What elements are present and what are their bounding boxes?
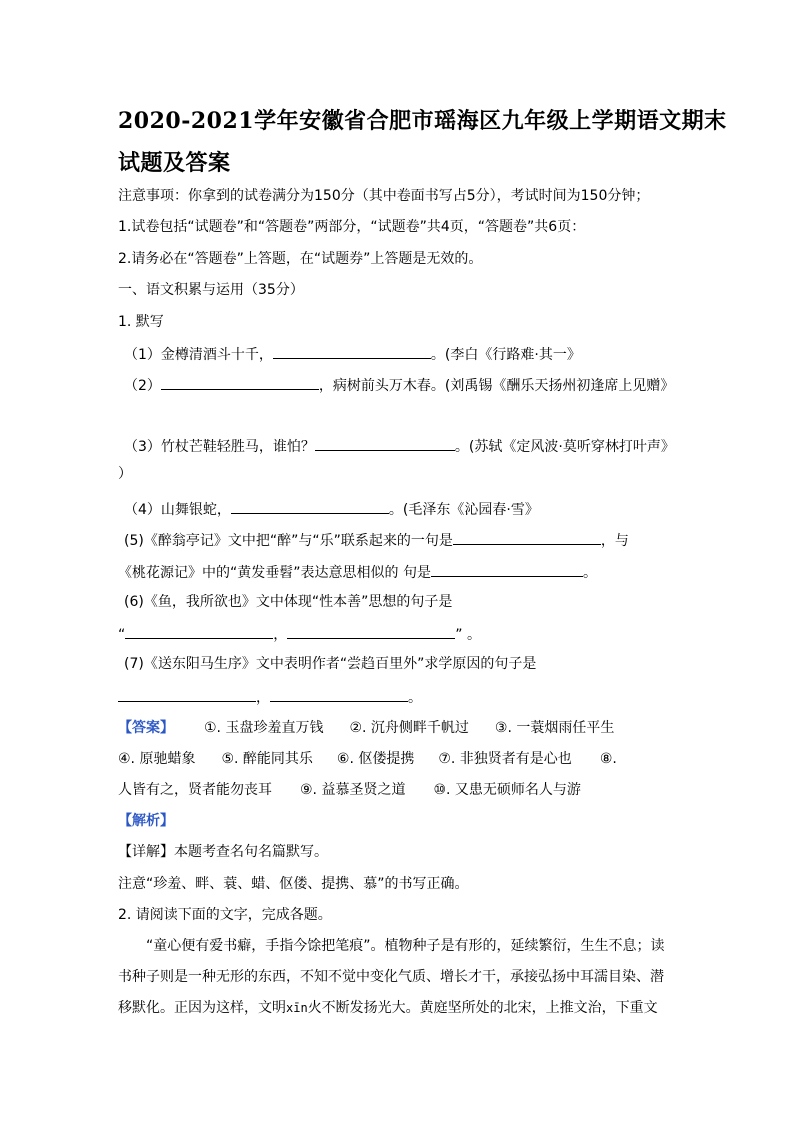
analysis-tag [118, 812, 174, 830]
dictation-line-2 [124, 375, 674, 395]
dictation-comma: ， [256, 690, 270, 706]
answer-item: ⑨. 益慕圣贤之道 [300, 782, 406, 798]
dictation-line-10 [118, 687, 422, 707]
dictation-line-9: (7)《送东阳马生序》文中表明作者“尝趋百里外”求学原因的句子是 [124, 656, 537, 672]
passage-line [118, 999, 658, 1017]
passage-text: 火不断发扬光大。黄庭坚所处的北宋，上推文治，下重文 [307, 1000, 658, 1016]
dictation-prompt: （3）竹杖芒鞋轻胜马，谁怕？ [124, 439, 315, 455]
dictation-comma: ， [273, 627, 288, 643]
dictation-line-7: (6)《鱼，我所欲也》文中体现“性本善”思想的句子是 [124, 594, 453, 610]
quote-close: ” 。 [455, 627, 481, 643]
answer-item: ②. 沉舟侧畔千帆过 [349, 720, 469, 736]
answer-item: ⑥. 伛偻提携 [336, 751, 415, 767]
dictation-line-4 [124, 499, 539, 519]
answer-tag: 【答案】 [118, 720, 174, 736]
answer-item: ⑤. 醉能同其乐 [221, 751, 313, 767]
answer-row-3 [118, 781, 581, 799]
dictation-source: ，病树前头万木春。(刘禹锡《酬乐天扬州初逢席上见赠》 [318, 378, 675, 394]
answer-item: ④. 原驰蜡象 [118, 751, 196, 767]
notice-line: 注意事项：你拿到的试卷满分为150分（其中卷面书写占5分），考试时间为150分钟； [118, 188, 650, 204]
dictation-line-3 [124, 436, 675, 456]
dictation-prompt: （1）金樽清酒斗十千， [124, 347, 273, 363]
dictation-line-6 [118, 562, 597, 582]
dictation-source: 。(苏轼《定风波·莫听穿林打叶声》 [454, 439, 675, 455]
dictation-prompt: 《桃花源记》中的“黄发垂髫”表达意思相似的 句是 [118, 565, 431, 581]
answer-item: ①. 玉盘珍羞直万钱 [204, 720, 324, 736]
answer-blank[interactable] [287, 624, 455, 639]
dictation-source: 。(李白《行路难·其一》 [430, 347, 581, 363]
dictation-prompt: （4）山舞银蛇， [124, 502, 231, 518]
question-title: 1. 默写 [118, 314, 164, 330]
dictation-source: 。(毛泽东《沁园春·雪》 [388, 502, 539, 518]
section-heading: 一、语文积累与运用（35分） [118, 282, 304, 298]
answer-row-1 [118, 719, 614, 737]
notice-line: 1.试卷包括“试题卷”和“答题卷”两部分，“试题卷”共4页，“答题卷”共6页： [118, 219, 586, 235]
dictation-end: 。 [408, 690, 422, 706]
dictation-line-8 [118, 624, 481, 644]
passage-line: “童心便有爱书癖，手指今馀把笔痕”。植物种子是有形的，延续繁衍，生生不息；读 [146, 938, 665, 954]
answer-blank[interactable] [125, 624, 273, 639]
dictation-line-5 [124, 530, 629, 550]
dictation-prompt: (5)《醉翁亭记》文中把“醉”与“乐”联系起来的一句是 [124, 533, 453, 549]
pinyin-annotation: xīn [286, 1001, 308, 1015]
answer-item: ③. 一蓑烟雨任平生 [494, 720, 615, 736]
answer-blank[interactable] [161, 375, 319, 390]
quote-open: “ [118, 627, 126, 643]
answer-blank[interactable] [118, 687, 256, 702]
answer-blank[interactable] [431, 562, 583, 577]
passage-text: 移默化。正因为这样，文明 [118, 1000, 286, 1016]
answer-item: ⑦. 非独贤者有是心也 [438, 751, 572, 767]
answer-blank[interactable] [315, 436, 455, 451]
notice-line: 2.请务必在“答题卷”上答题，在“试题券”上答题是无效的。 [118, 251, 483, 267]
dictation-connector: ，与 [600, 533, 629, 549]
spelling-note: 注意“珍羞、畔、蓑、蜡、伛偻、提携、慕”的书写正确。 [118, 876, 469, 892]
dictation-prompt: （2） [124, 378, 161, 394]
detail-line: 【详解】本题考查名句名篇默写。 [118, 844, 328, 860]
analysis-label: 【解析】 [118, 813, 174, 829]
question-title: 2. 请阅读下面的文字，完成各题。 [118, 907, 332, 923]
passage-line: 书种子则是一种无形的东西，不知不觉中变化气质、增长才干，承接弘扬中耳濡目染、潜 [118, 969, 664, 985]
dictation-end: 。 [582, 565, 597, 581]
dictation-line-3-cont: ） [118, 466, 132, 482]
answer-item: ⑩. 又患无硕师名人与游 [433, 782, 581, 798]
answer-blank[interactable] [270, 687, 408, 702]
doc-title-line1: 2020-2021学年安徽省合肥市瑶海区九年级上学期语文期末 [118, 108, 727, 134]
answer-item: ⑧. [599, 751, 617, 767]
dictation-line-1 [124, 344, 581, 364]
doc-title-line2: 试题及答案 [118, 150, 231, 176]
answer-blank[interactable] [273, 344, 431, 359]
answer-blank[interactable] [453, 530, 601, 545]
answer-blank[interactable] [231, 499, 389, 514]
answer-item: 人皆有之，贤者能勿丧耳 [118, 782, 272, 798]
answer-row-2 [118, 750, 617, 768]
